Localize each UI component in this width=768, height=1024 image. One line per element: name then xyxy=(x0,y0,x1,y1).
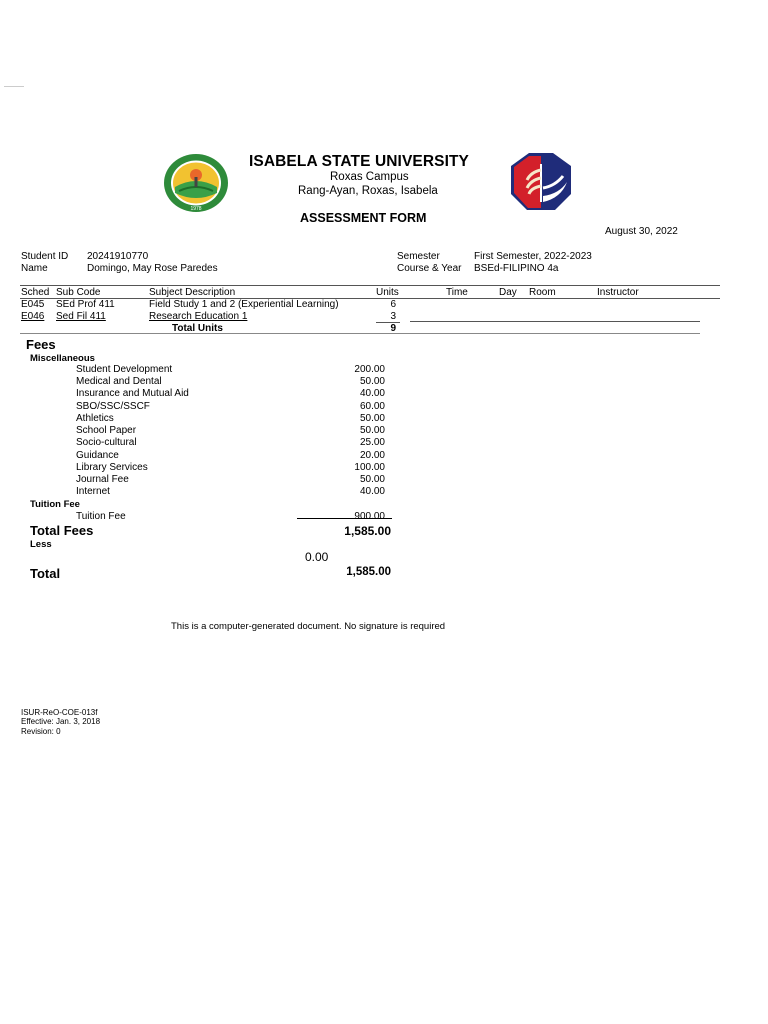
list-item-amount: 20.00 xyxy=(359,450,385,461)
computer-generated-note: This is a computer-generated document. No signature is required xyxy=(171,621,446,632)
semester-label: Semester xyxy=(397,251,440,262)
tuition-fee-label: Tuition Fee xyxy=(76,511,126,522)
table-row-units: 3 xyxy=(390,311,396,322)
list-item: Library Services xyxy=(76,462,148,473)
total-rule xyxy=(20,333,700,334)
table-row-units: 6 xyxy=(390,299,396,310)
row-rule xyxy=(410,321,700,322)
fees-heading: Fees xyxy=(26,337,56,352)
list-item: SBO/SSC/SSCF xyxy=(76,401,150,412)
student-name-value: Domingo, May Rose Paredes xyxy=(87,263,218,274)
list-item-amount: 50.00 xyxy=(359,413,385,424)
student-name-label: Name xyxy=(21,263,48,274)
list-item: School Paper xyxy=(76,425,137,436)
campus-address: Rang-Ayan, Roxas, Isabela xyxy=(298,185,438,197)
assessment-date: August 30, 2022 xyxy=(605,226,678,237)
list-item-amount: 40.00 xyxy=(359,486,385,497)
grand-total-label: Total xyxy=(30,566,61,581)
list-item-amount: 200.00 xyxy=(354,364,385,375)
table-row-subcode: SEd Prof 411 xyxy=(56,299,115,310)
table-top-rule xyxy=(20,285,720,286)
list-item: Internet xyxy=(76,486,110,497)
col-header-subcode: Sub Code xyxy=(56,287,101,298)
col-header-time: Time xyxy=(446,287,468,298)
col-header-units: Units xyxy=(376,287,399,298)
list-item-amount: 50.00 xyxy=(359,376,385,387)
total-fees-value: 1,585.00 xyxy=(344,524,391,538)
list-item: Student Development xyxy=(76,364,173,375)
table-row-description: Research Education 1 xyxy=(149,311,248,322)
form-revision: Revision: 0 xyxy=(21,727,61,736)
list-item-amount: 40.00 xyxy=(359,388,385,399)
course-year-value: BSEd-FILIPINO 4a xyxy=(474,263,559,274)
list-item-amount: 100.00 xyxy=(354,462,385,473)
tuition-fee-amount: 900.00 xyxy=(354,511,385,522)
table-row-sched: E045 xyxy=(21,299,45,310)
college-shield-logo xyxy=(509,152,573,212)
list-item-amount: 60.00 xyxy=(359,401,385,412)
form-effective-date: Effective: Jan. 3, 2018 xyxy=(21,717,101,726)
less-value: 0.00 xyxy=(305,550,329,564)
list-item: Journal Fee xyxy=(76,474,129,485)
course-year-label: Course & Year xyxy=(397,263,462,274)
list-item: Medical and Dental xyxy=(76,376,162,387)
col-header-description: Subject Description xyxy=(149,287,236,298)
seal-year: 1978 xyxy=(190,206,202,212)
list-item-amount: 50.00 xyxy=(359,425,385,436)
misc-heading: Miscellaneous xyxy=(30,353,95,364)
table-row-description: Field Study 1 and 2 (Experiential Learning) xyxy=(149,299,339,310)
col-header-room: Room xyxy=(529,287,556,298)
form-code: ISUR-ReO-COE-013f xyxy=(21,708,98,717)
list-item: Insurance and Mutual Aid xyxy=(76,388,189,399)
col-header-day: Day xyxy=(499,287,517,298)
list-item: Athletics xyxy=(76,413,114,424)
table-row-sched: E046 xyxy=(21,311,45,322)
total-units-label: Total Units xyxy=(172,323,223,334)
corner-mark xyxy=(4,86,24,87)
col-header-instructor: Instructor xyxy=(597,287,639,298)
list-item-amount: 50.00 xyxy=(359,474,385,485)
table-row-subcode: Sed Fil 411 xyxy=(56,311,106,322)
form-title: ASSESSMENT FORM xyxy=(300,211,427,225)
list-item: Guidance xyxy=(76,450,119,461)
total-fees-label: Total Fees xyxy=(30,523,94,538)
list-item: Socio-cultural xyxy=(76,437,137,448)
semester-value: First Semester, 2022-2023 xyxy=(474,251,592,262)
header-rule xyxy=(20,298,720,299)
col-header-sched: Sched xyxy=(21,287,50,298)
list-item-amount: 25.00 xyxy=(359,437,385,448)
campus-name: Roxas Campus xyxy=(330,171,409,183)
student-id-label: Student ID xyxy=(21,251,69,262)
tuition-heading: Tuition Fee xyxy=(30,499,80,510)
isu-seal-logo xyxy=(163,153,229,213)
total-units-value: 9 xyxy=(390,323,396,334)
university-name: ISABELA STATE UNIVERSITY xyxy=(249,153,469,170)
less-label: Less xyxy=(30,539,52,550)
student-id-value: 20241910770 xyxy=(87,251,149,262)
grand-total-value: 1,585.00 xyxy=(346,566,391,578)
